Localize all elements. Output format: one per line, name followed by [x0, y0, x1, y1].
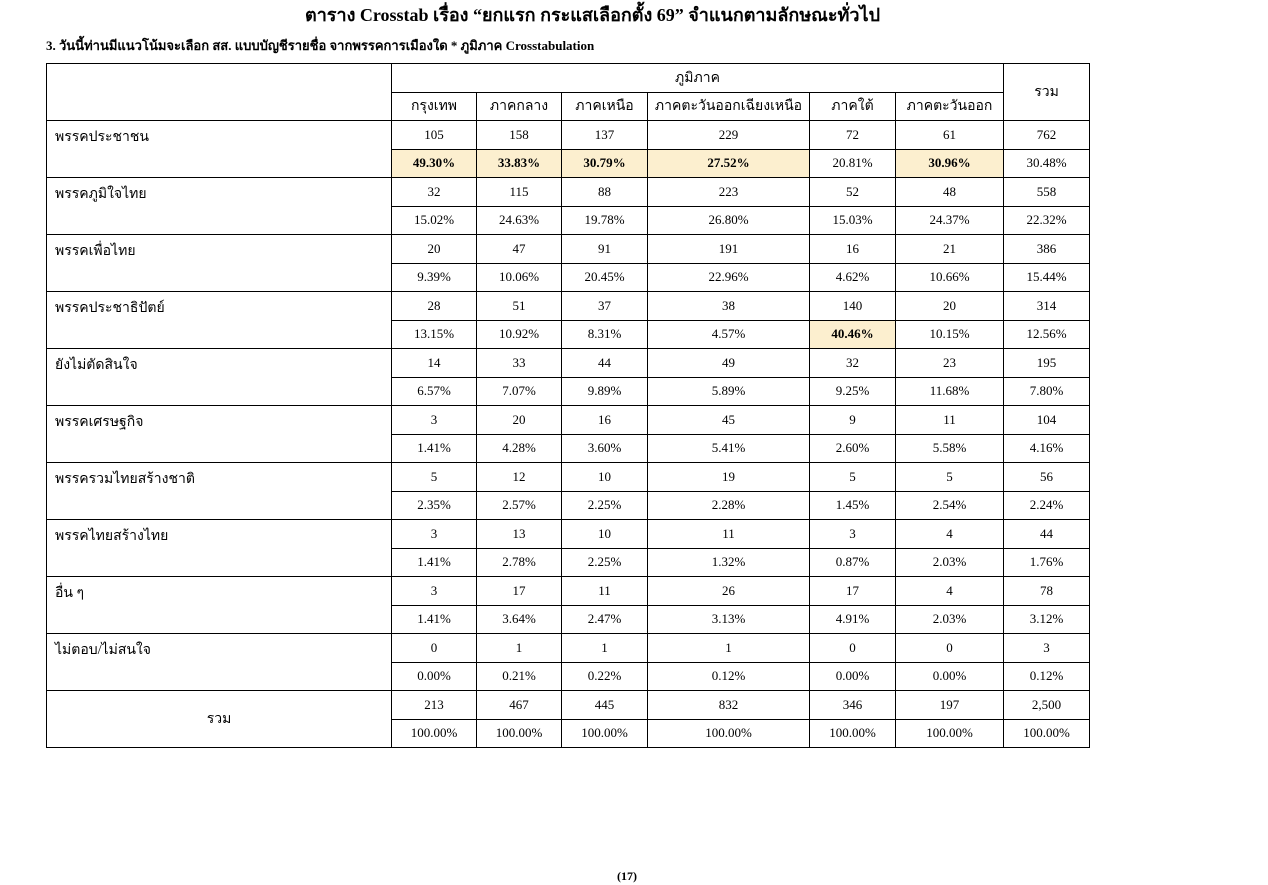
count-cell: 3 — [810, 520, 896, 549]
count-cell: 37 — [562, 292, 648, 321]
count-cell: 17 — [477, 577, 562, 606]
table-row — [47, 235, 1090, 264]
percent-cell: 33.83% — [477, 149, 562, 178]
percent-cell: 24.37% — [896, 206, 1004, 235]
percent-cell: 4.28% — [477, 434, 562, 463]
count-cell: 38 — [648, 292, 810, 321]
count-cell: 191 — [648, 235, 810, 264]
percent-cell: 0.00% — [896, 662, 1004, 691]
count-cell: 88 — [562, 178, 648, 207]
total-count-cell: 2,500 — [1004, 691, 1090, 720]
count-cell: 72 — [810, 121, 896, 150]
table-subtitle: 3. วันนี้ท่านมีแนวโน้มจะเลือก สส. แบบบัญชีรายชื่อ จากพรรคการเมืองใด * ภูมิภาค Crosstabulation — [46, 38, 595, 53]
percent-cell: 10.15% — [896, 320, 1004, 349]
count-cell: 26 — [648, 577, 810, 606]
percent-cell: 2.35% — [392, 491, 477, 520]
count-cell: 16 — [562, 406, 648, 435]
percent-cell: 10.06% — [477, 263, 562, 292]
total-count-cell: 467 — [477, 691, 562, 720]
count-cell: 137 — [562, 121, 648, 150]
percent-cell: 15.44% — [1004, 263, 1090, 292]
table-row — [47, 520, 1090, 549]
percent-cell: 9.89% — [562, 377, 648, 406]
count-cell: 11 — [648, 520, 810, 549]
percent-cell: 19.78% — [562, 206, 648, 235]
count-cell: 229 — [648, 121, 810, 150]
count-cell: 13 — [477, 520, 562, 549]
percent-cell: 15.02% — [392, 206, 477, 235]
count-cell: 314 — [1004, 292, 1090, 321]
column-header: ภาคตะวันออกเฉียงเหนือ — [648, 92, 810, 121]
column-header: ภาคเหนือ — [562, 92, 648, 121]
percent-cell: 2.25% — [562, 548, 648, 577]
count-cell: 1 — [562, 634, 648, 663]
table-row — [47, 349, 1090, 378]
count-cell: 21 — [896, 235, 1004, 264]
region-header: ภูมิภาค — [392, 64, 1004, 93]
count-cell: 115 — [477, 178, 562, 207]
total-percent-cell: 100.00% — [896, 719, 1004, 748]
total-count-cell: 213 — [392, 691, 477, 720]
percent-cell: 2.28% — [648, 491, 810, 520]
count-cell: 158 — [477, 121, 562, 150]
count-cell: 386 — [1004, 235, 1090, 264]
percent-cell: 9.25% — [810, 377, 896, 406]
count-cell: 0 — [810, 634, 896, 663]
count-cell: 3 — [392, 520, 477, 549]
count-cell: 56 — [1004, 463, 1090, 492]
percent-cell: 1.32% — [648, 548, 810, 577]
column-header: กรุงเทพ — [392, 92, 477, 121]
percent-cell: 2.54% — [896, 491, 1004, 520]
percent-cell: 30.79% — [562, 149, 648, 178]
percent-cell: 13.15% — [392, 320, 477, 349]
count-cell: 49 — [648, 349, 810, 378]
percent-cell: 49.30% — [392, 149, 477, 178]
percent-cell: 0.00% — [392, 662, 477, 691]
percent-cell: 30.48% — [1004, 149, 1090, 178]
party-label: พรรคไทยสร้างไทย — [47, 520, 392, 577]
count-cell: 17 — [810, 577, 896, 606]
count-cell: 78 — [1004, 577, 1090, 606]
column-header: ภาคกลาง — [477, 92, 562, 121]
count-cell: 762 — [1004, 121, 1090, 150]
total-count-cell: 832 — [648, 691, 810, 720]
count-cell: 19 — [648, 463, 810, 492]
percent-cell: 15.03% — [810, 206, 896, 235]
percent-cell: 0.12% — [648, 662, 810, 691]
count-cell: 52 — [810, 178, 896, 207]
total-count-cell: 346 — [810, 691, 896, 720]
percent-cell: 2.03% — [896, 548, 1004, 577]
total-percent-cell: 100.00% — [392, 719, 477, 748]
percent-cell: 7.80% — [1004, 377, 1090, 406]
percent-cell: 3.64% — [477, 605, 562, 634]
count-cell: 195 — [1004, 349, 1090, 378]
percent-cell: 10.66% — [896, 263, 1004, 292]
table-row — [47, 121, 1090, 150]
percent-cell: 26.80% — [648, 206, 810, 235]
count-cell: 28 — [392, 292, 477, 321]
percent-cell: 1.41% — [392, 605, 477, 634]
table-header — [47, 64, 1090, 121]
percent-cell: 6.57% — [392, 377, 477, 406]
percent-cell: 2.47% — [562, 605, 648, 634]
count-cell: 4 — [896, 520, 1004, 549]
percent-cell: 4.57% — [648, 320, 810, 349]
count-cell: 11 — [562, 577, 648, 606]
party-label: พรรคเศรษฐกิจ — [47, 406, 392, 463]
party-label: พรรคประชาธิปัตย์ — [47, 292, 392, 349]
count-cell: 3 — [392, 577, 477, 606]
count-cell: 44 — [562, 349, 648, 378]
corner-cell — [47, 64, 392, 121]
count-cell: 5 — [392, 463, 477, 492]
table-row — [47, 634, 1090, 663]
count-cell: 20 — [477, 406, 562, 435]
count-cell: 20 — [392, 235, 477, 264]
percent-cell: 0.87% — [810, 548, 896, 577]
percent-cell: 0.00% — [810, 662, 896, 691]
table-row — [47, 178, 1090, 207]
party-label: ไม่ตอบ/ไม่สนใจ — [47, 634, 392, 691]
party-label: พรรครวมไทยสร้างชาติ — [47, 463, 392, 520]
party-label: อื่น ๆ — [47, 577, 392, 634]
percent-cell: 20.81% — [810, 149, 896, 178]
total-percent-cell: 100.00% — [1004, 719, 1090, 748]
percent-cell: 40.46% — [810, 320, 896, 349]
count-cell: 45 — [648, 406, 810, 435]
count-cell: 23 — [896, 349, 1004, 378]
percent-cell: 11.68% — [896, 377, 1004, 406]
count-cell: 140 — [810, 292, 896, 321]
count-cell: 558 — [1004, 178, 1090, 207]
count-cell: 9 — [810, 406, 896, 435]
percent-cell: 30.96% — [896, 149, 1004, 178]
total-percent-cell: 100.00% — [648, 719, 810, 748]
total-count-cell: 197 — [896, 691, 1004, 720]
count-cell: 12 — [477, 463, 562, 492]
percent-cell: 3.12% — [1004, 605, 1090, 634]
percent-cell: 2.24% — [1004, 491, 1090, 520]
percent-cell: 1.45% — [810, 491, 896, 520]
count-cell: 5 — [810, 463, 896, 492]
percent-cell: 12.56% — [1004, 320, 1090, 349]
total-percent-cell: 100.00% — [477, 719, 562, 748]
count-cell: 47 — [477, 235, 562, 264]
percent-cell: 5.41% — [648, 434, 810, 463]
count-cell: 61 — [896, 121, 1004, 150]
column-header: ภาคตะวันออก — [896, 92, 1004, 121]
percent-cell: 1.76% — [1004, 548, 1090, 577]
count-cell: 10 — [562, 520, 648, 549]
count-cell: 91 — [562, 235, 648, 264]
count-cell: 51 — [477, 292, 562, 321]
count-cell: 11 — [896, 406, 1004, 435]
count-cell: 4 — [896, 577, 1004, 606]
count-cell: 1 — [477, 634, 562, 663]
percent-cell: 7.07% — [477, 377, 562, 406]
count-cell: 14 — [392, 349, 477, 378]
percent-cell: 0.22% — [562, 662, 648, 691]
percent-cell: 2.60% — [810, 434, 896, 463]
table-row — [47, 577, 1090, 606]
total-label: รวม — [47, 691, 392, 748]
percent-cell: 4.91% — [810, 605, 896, 634]
column-header: ภาคใต้ — [810, 92, 896, 121]
percent-cell: 3.13% — [648, 605, 810, 634]
percent-cell: 4.62% — [810, 263, 896, 292]
table-row — [47, 406, 1090, 435]
count-cell: 104 — [1004, 406, 1090, 435]
count-cell: 20 — [896, 292, 1004, 321]
count-cell: 223 — [648, 178, 810, 207]
page-title: ตาราง Crosstab เรื่อง “ยกแรก กระแสเลือกตั้ง 69” จำแนกตามลักษณะทั่วไป — [305, 5, 880, 25]
percent-cell: 22.32% — [1004, 206, 1090, 235]
count-cell: 105 — [392, 121, 477, 150]
count-cell: 44 — [1004, 520, 1090, 549]
percent-cell: 2.25% — [562, 491, 648, 520]
percent-cell: 8.31% — [562, 320, 648, 349]
percent-cell: 1.41% — [392, 434, 477, 463]
crosstab-table — [46, 63, 1090, 748]
total-percent-cell: 100.00% — [562, 719, 648, 748]
count-cell: 33 — [477, 349, 562, 378]
percent-cell: 22.96% — [648, 263, 810, 292]
count-cell: 3 — [392, 406, 477, 435]
percent-cell: 4.16% — [1004, 434, 1090, 463]
percent-cell: 0.12% — [1004, 662, 1090, 691]
percent-cell: 24.63% — [477, 206, 562, 235]
count-cell: 16 — [810, 235, 896, 264]
table-row — [47, 292, 1090, 321]
percent-cell: 2.78% — [477, 548, 562, 577]
total-count-cell: 445 — [562, 691, 648, 720]
percent-cell: 2.57% — [477, 491, 562, 520]
count-cell: 32 — [392, 178, 477, 207]
party-label: พรรคประชาชน — [47, 121, 392, 178]
count-cell: 3 — [1004, 634, 1090, 663]
percent-cell: 2.03% — [896, 605, 1004, 634]
percent-cell: 5.89% — [648, 377, 810, 406]
total-header: รวม — [1004, 64, 1090, 121]
percent-cell: 3.60% — [562, 434, 648, 463]
table-body — [47, 121, 1090, 748]
percent-cell: 20.45% — [562, 263, 648, 292]
percent-cell: 9.39% — [392, 263, 477, 292]
percent-cell: 1.41% — [392, 548, 477, 577]
count-cell: 1 — [648, 634, 810, 663]
count-cell: 48 — [896, 178, 1004, 207]
count-cell: 0 — [896, 634, 1004, 663]
total-percent-cell: 100.00% — [810, 719, 896, 748]
percent-cell: 0.21% — [477, 662, 562, 691]
total-row — [47, 691, 1090, 720]
party-label: พรรคเพื่อไทย — [47, 235, 392, 292]
percent-cell: 10.92% — [477, 320, 562, 349]
table-row — [47, 463, 1090, 492]
count-cell: 32 — [810, 349, 896, 378]
count-cell: 0 — [392, 634, 477, 663]
party-label: พรรคภูมิใจไทย — [47, 178, 392, 235]
percent-cell: 5.58% — [896, 434, 1004, 463]
party-label: ยังไม่ตัดสินใจ — [47, 349, 392, 406]
count-cell: 5 — [896, 463, 1004, 492]
count-cell: 10 — [562, 463, 648, 492]
percent-cell: 27.52% — [648, 149, 810, 178]
page-number: (17) — [617, 869, 637, 883]
